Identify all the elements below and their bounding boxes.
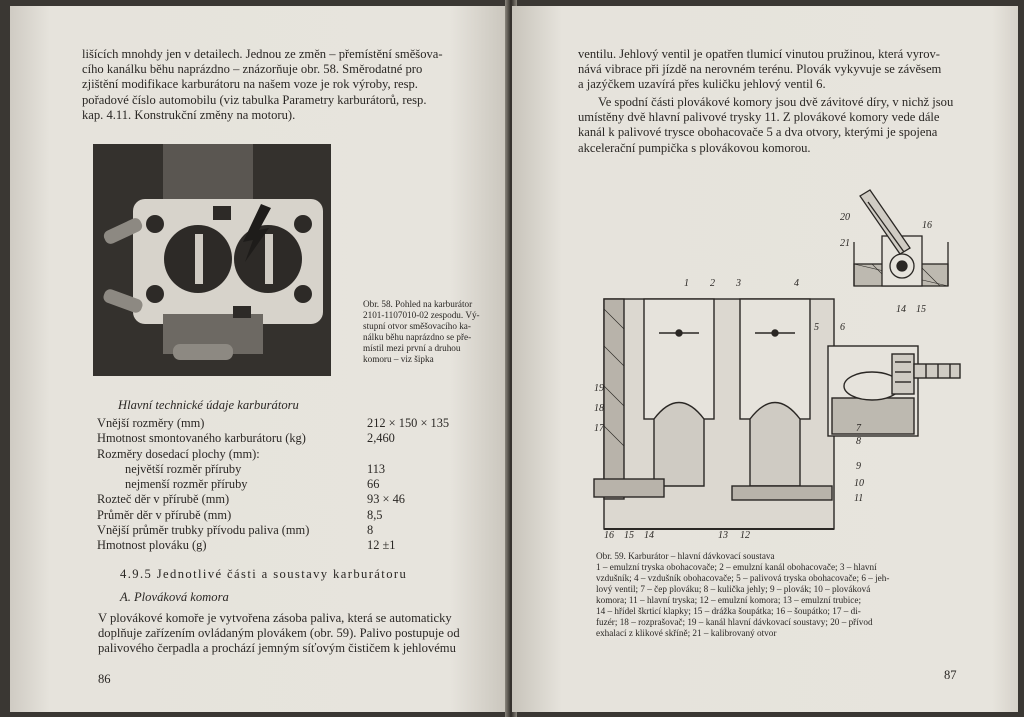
caption-line: fuzér; 18 – rozprašovač; 19 – kanál hlavní dávkovací soustavy; 20 – přívod	[596, 617, 873, 627]
diagram-label: 8	[856, 436, 861, 447]
caption-line: 14 – hřídel škrticí klapky; 15 – drážka šoupátka; 16 – šoupátko; 17 – di-	[596, 606, 861, 616]
text-line: pořadové číslo automobilu (viz tabulka Parametry karburátorů, resp.	[82, 92, 427, 107]
spec-value: 93 × 46	[367, 492, 405, 507]
carburetor-photo	[93, 144, 331, 376]
carburetor-diagram	[592, 186, 968, 546]
spec-value: 113	[367, 461, 386, 476]
text-line: zjištění modifikace karburátoru na našem voze je rok výroby, resp.	[82, 77, 418, 92]
diagram-label: 13	[718, 530, 728, 541]
text-line: V plovákové komoře je vytvořena zásoba paliva, která se automaticky	[98, 611, 452, 625]
text-line: palivového čerpadla a prochází jemným síťovým čističem k jehlovému	[98, 641, 456, 656]
text-line: a jazýčkem uzavírá přes kuličku jehlový ventil 6.	[578, 77, 826, 92]
spec-label: Rozteč děr v přírubě (mm)	[97, 492, 230, 507]
spec-row	[97, 416, 497, 431]
page-number-right: 87	[944, 668, 957, 682]
subsection-heading: A. Plováková komora	[120, 590, 229, 604]
diagram-label: 16	[922, 220, 932, 231]
spec-row	[97, 492, 497, 507]
diagram-label: 16	[604, 530, 614, 541]
text-line: akcelerační pumpička s plovákovou komorou.	[578, 140, 811, 155]
text-line: cího kanálku běhu naprázdno – znázorňuje obr. 58. Směrodatné pro	[82, 62, 423, 77]
caption-line: 1 – emulzní tryska obohacovače; 2 – emulzní kanál obohacovače; 3 – hlavní	[596, 562, 877, 572]
diagram-label: 10	[854, 478, 864, 489]
diagram-label: 15	[916, 304, 926, 315]
page-number-left: 86	[98, 672, 111, 686]
text-line: umístěny dvě hlavní palivové trysky 11. Z plovákové komory vede dále	[578, 110, 940, 125]
spec-label: Vnější rozměry (mm)	[97, 416, 205, 430]
caption-line: stupní otvor směšovacího ka-	[363, 321, 471, 331]
text-line: Ve spodní části plovákové komory jsou dvě závitové díry, v nichž jsou	[598, 95, 954, 109]
diagram-label: 1	[684, 278, 689, 289]
caption-line: 2101-1107010-02 zespodu. Vý-	[363, 310, 480, 320]
spec-label: Rozměry dosedací plochy (mm):	[97, 446, 260, 461]
spec-row	[97, 462, 497, 477]
figure-58-caption	[363, 299, 487, 365]
spec-value: 8,5	[367, 507, 383, 522]
spec-value: 66	[367, 477, 380, 492]
caption-line: nálku běhu naprázdno se pře-	[363, 332, 472, 342]
spec-value: 2,460	[367, 431, 395, 446]
text-line: kap. 4.11. Konstrukční změny na motoru).	[82, 107, 296, 122]
specs-table	[97, 416, 497, 554]
text-line: doplňuje zařízením ovládaným plovákem (obr. 59). Palivo postupuje od	[98, 626, 460, 641]
diagram-label: 5	[814, 322, 819, 333]
spec-label: nejmenší rozměr příruby	[125, 477, 248, 492]
left-page	[10, 6, 510, 712]
text-line: nává vibrace při jízdě na nerovném terénu. Plovák vykyvuje se závěsem	[578, 62, 942, 77]
caption-line: lový ventil; 7 – čep plováku; 8 – kulička jehly; 9 – plovák; 10 – plováková	[596, 584, 871, 594]
spec-label: Průměr děr v přírubě (mm)	[97, 507, 232, 522]
diagram-label: 20	[840, 212, 850, 223]
spec-label: Hmotnost plováku (g)	[97, 538, 207, 553]
diagram-label: 4	[794, 278, 799, 289]
diagram-label: 14	[644, 530, 654, 541]
spec-row	[97, 431, 497, 446]
section-heading: 4.9.5 Jednotlivé části a soustavy karburátoru	[120, 567, 408, 581]
spec-row	[97, 523, 497, 538]
figure-59-caption	[596, 551, 954, 639]
diagram-label: 11	[854, 493, 864, 504]
left-body-text	[98, 611, 490, 657]
diagram-label: 9	[856, 461, 861, 472]
diagram-label: 18	[594, 403, 604, 414]
right-text-2	[578, 95, 992, 156]
caption-line: místil mezi první a druhou	[363, 343, 461, 353]
spec-row	[97, 477, 497, 492]
diagram-label: 6	[840, 322, 845, 333]
diagram-label: 21	[840, 238, 850, 249]
diagram-label: 15	[624, 530, 634, 541]
text-line: lišících mnohdy jen v detailech. Jednou ze změn – přemístění směšova-	[82, 47, 443, 61]
specs-title: Hlavní technické údaje karburátoru	[118, 398, 299, 412]
diagram-label: 3	[736, 278, 741, 289]
text-line: kanál k palivové trysce obohacovače 5 a dva otvory, kterými je spojena	[578, 125, 938, 140]
diagram-label: 12	[740, 530, 750, 541]
diagram-label: 2	[710, 278, 715, 289]
spec-row	[97, 538, 497, 553]
text-line: ventilu. Jehlový ventil je opatřen tlumicí vinutou pružinou, která vyrov-	[578, 47, 940, 61]
diagram-label: 7	[856, 423, 861, 434]
diagram-label: 19	[594, 383, 604, 394]
main-section	[594, 299, 960, 529]
caption-line: komoru – viz šipka	[363, 354, 434, 364]
spec-label: největší rozměr příruby	[125, 461, 242, 476]
spec-label: Vnější průměr trubky přívodu paliva (mm)	[97, 523, 310, 538]
spec-row	[97, 508, 497, 523]
diagram-label: 17	[594, 423, 604, 434]
diagram-label: 14	[896, 304, 906, 315]
caption-line: Obr. 58. Pohled na karburátor	[363, 299, 473, 309]
right-page	[512, 6, 1018, 712]
caption-line: vzdušník; 4 – vzdušník obohacovače; 5 – palivová tryska obohacovače; 6 – jeh-	[596, 573, 890, 583]
spec-row	[97, 447, 497, 462]
spec-value: 8	[367, 523, 374, 538]
spec-label: Hmotnost smontovaného karburátoru (kg)	[97, 431, 306, 446]
spec-value: 212 × 150 × 135	[367, 416, 450, 430]
left-intro-text	[82, 47, 486, 123]
spec-value: 12 ±1	[367, 538, 396, 553]
caption-line: exhalací z klikové skříně; 21 – kalibrovaný otvor	[596, 628, 777, 638]
detail-inset	[854, 190, 948, 286]
caption-line: komora; 11 – hlavní tryska; 12 – emulzní komora; 13 – emulzní trubice;	[596, 595, 862, 605]
right-text-1	[578, 47, 992, 93]
caption-line: Obr. 59. Karburátor – hlavní dávkovací soustava	[596, 551, 775, 561]
